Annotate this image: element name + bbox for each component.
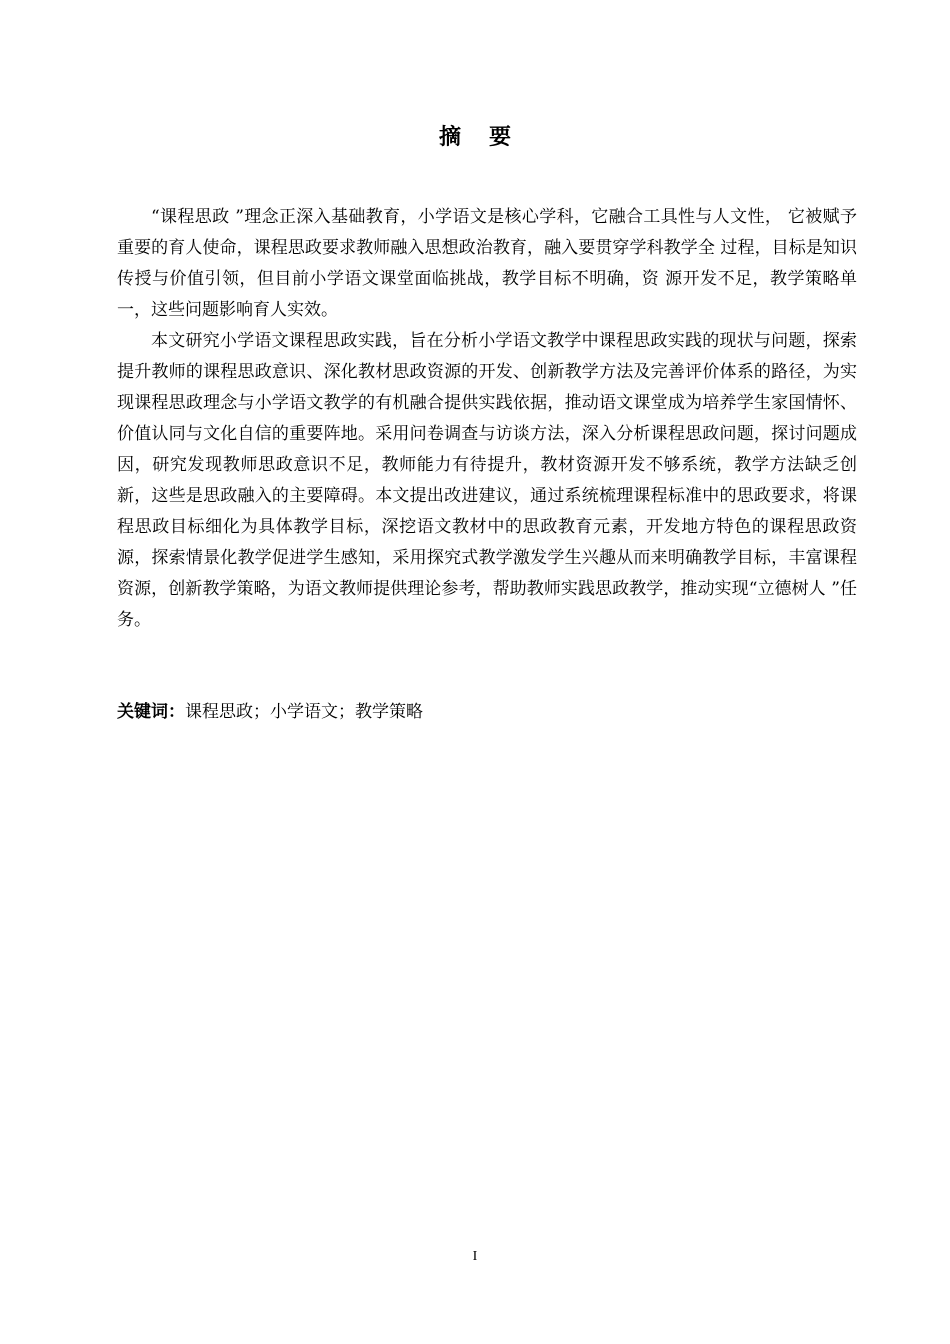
keywords-line: [117, 698, 857, 726]
abstract-paragraph-2: 本文研究小学语文课程思政实践，旨在分析小学语文教学中课程思政实践的现状与问题，探索提升教师的课程思政意识、深化教材思政资源的开发、创新教学方法及完善评价体系的路径，为实现课程思政理念与小学语文教学的有机融合提供实践依据，推动语文课堂成为培养学生家国情怀、价值认同与文化自信的重要阵地。采用问卷调查与访谈方法，深入分析课程思政问题，探讨问题成因，研究发现教师思政意识不足，教师能力有待提升，教材资源开发不够系统，教学方法缺乏创新，这些是思政融入的主要障碍。本文提出改进建议，通过系统梳理课程标准中的思政要求，将课程思政目标细化为具体教学目标，深挖语文教材中的思政教育元素，开发地方特色的课程思政资源，探索情景化教学促进学生感知，采用探究式教学激发学生兴趣从而来明确教学目标，丰富课程资源，创新教学策略，为语文教师提供理论参考，帮助教师实践思政教学，推动实现“立德树人 ”任务。: [117, 331, 857, 630]
abstract-body: [117, 202, 857, 636]
keywords-label: 关键词：: [117, 702, 185, 722]
abstract-title: 摘要: [438, 125, 539, 150]
abstract-paragraph-1: “课程思政 ”理念正深入基础教育，小学语文是核心学科，它融合工具性与人文性， 它被赋予重要的育人使命，课程思政要求教师融入思想政治教育，融入要贯穿学科教学全 过程，目标是知识传授与价值引领，但目前小学语文课堂面临挑战，教学目标不明确，资 源开发不足，教学策略单一，这些问题影响育人实效。: [117, 207, 857, 320]
keywords-value: 课程思政；小学语文；教学策略: [185, 702, 423, 722]
page-number: I: [472, 1249, 478, 1264]
